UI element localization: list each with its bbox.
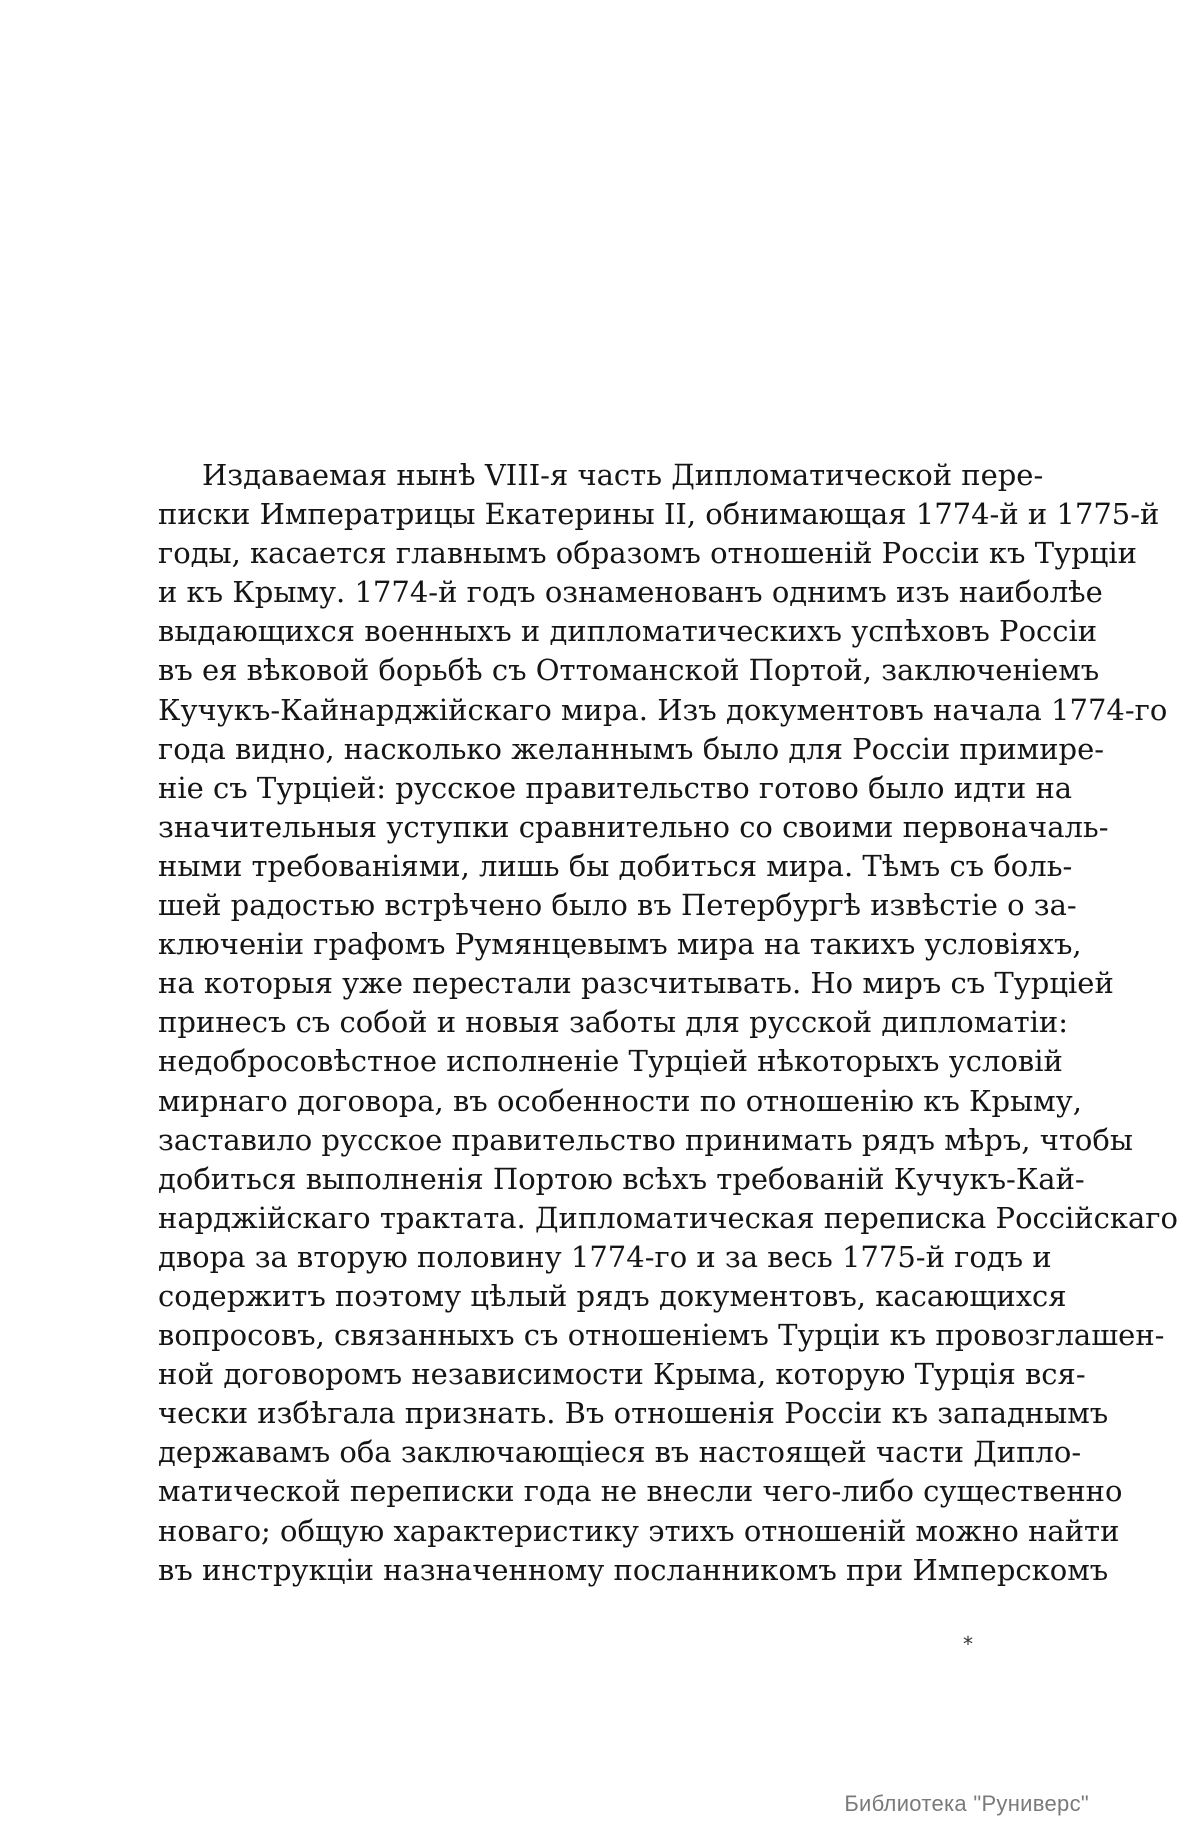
text-line: ніе съ Турціей: русское правительство готово было идти на: [158, 770, 1073, 805]
text-line: заставило русское правительство принимать рядъ мѣръ, чтобы: [158, 1122, 1133, 1157]
text-line: въ ея вѣковой борьбѣ съ Оттоманской Портой, заключеніемъ: [158, 653, 1100, 688]
text-line: двора за вторую половину 1774-го и за весь 1775-й годъ и: [158, 1239, 1052, 1274]
signature-mark: *: [963, 1632, 973, 1656]
text-line: мирнаго договора, въ особенности по отношенію къ Крыму,: [158, 1083, 1082, 1118]
text-line: нарджійскаго трактата. Дипломатическая переписка Россійскаго: [158, 1200, 1178, 1235]
text-line: державамъ оба заключающіеся въ настоящей части Дипло-: [158, 1435, 1082, 1470]
text-line: выдающихся военныхъ и дипломатическихъ успѣховъ Россіи: [158, 614, 1098, 649]
text-line: матической переписки года не внесли чего-либо существенно: [158, 1474, 1123, 1509]
text-line: новаго; общую характеристику этихъ отношеній можно найти: [158, 1513, 1120, 1548]
text-line: добиться выполненія Портою всѣхъ требованій Кучукъ-Кай-: [158, 1161, 1085, 1196]
text-line: писки Императрицы Екатерины II, обнимающая 1774-й и 1775-й: [158, 497, 1160, 532]
text-line: ной договоромъ независимости Крыма, которую Турція вся-: [158, 1357, 1086, 1392]
body-text: [158, 456, 1178, 1590]
library-watermark: Библиотека "Руниверс": [844, 1791, 1089, 1816]
text-line: шей радостью встрѣчено было въ Петербургѣ извѣстіе о за-: [158, 888, 1077, 923]
text-line: ключеніи графомъ Румянцевымъ мира на такихъ условіяхъ,: [158, 927, 1082, 962]
text-line: Издаваемая нынѣ VIII-я часть Дипломатической пере-: [202, 458, 1044, 492]
text-line: недобросовѣстное исполненіе Турціей нѣкоторыхъ условій: [158, 1044, 1063, 1079]
text-line: на которыя уже перестали разсчитывать. Но миръ съ Турціей: [158, 966, 1114, 1001]
text-line: содержитъ поэтому цѣлый рядъ документовъ, касающихся: [158, 1278, 1067, 1313]
text-line: Кучукъ-Кайнарджійскаго мира. Изъ документовъ начала 1774-го: [158, 692, 1168, 727]
text-line: ными требованіями, лишь бы добиться мира. Тѣмъ съ боль-: [158, 848, 1073, 883]
text-line: чески избѣгала признать. Въ отношенія Россіи къ западнымъ: [158, 1396, 1109, 1431]
text-line: года видно, насколько желаннымъ было для Россіи примире-: [158, 731, 1105, 766]
text-line: и къ Крыму. 1774-й годъ ознаменованъ однимъ изъ наиболѣе: [158, 575, 1103, 610]
text-line: годы, касается главнымъ образомъ отношеній Россіи къ Турціи: [158, 536, 1137, 571]
text-line: значительныя уступки сравнительно со своими первоначаль-: [158, 809, 1109, 844]
text-line: вопросовъ, связанныхъ съ отношеніемъ Турціи къ провозглашен-: [158, 1318, 1165, 1353]
text-line: принесъ съ собой и новыя заботы для русской дипломатіи:: [158, 1005, 1069, 1040]
text-line: въ инструкціи назначенному посланникомъ при Имперскомъ: [158, 1552, 1109, 1587]
